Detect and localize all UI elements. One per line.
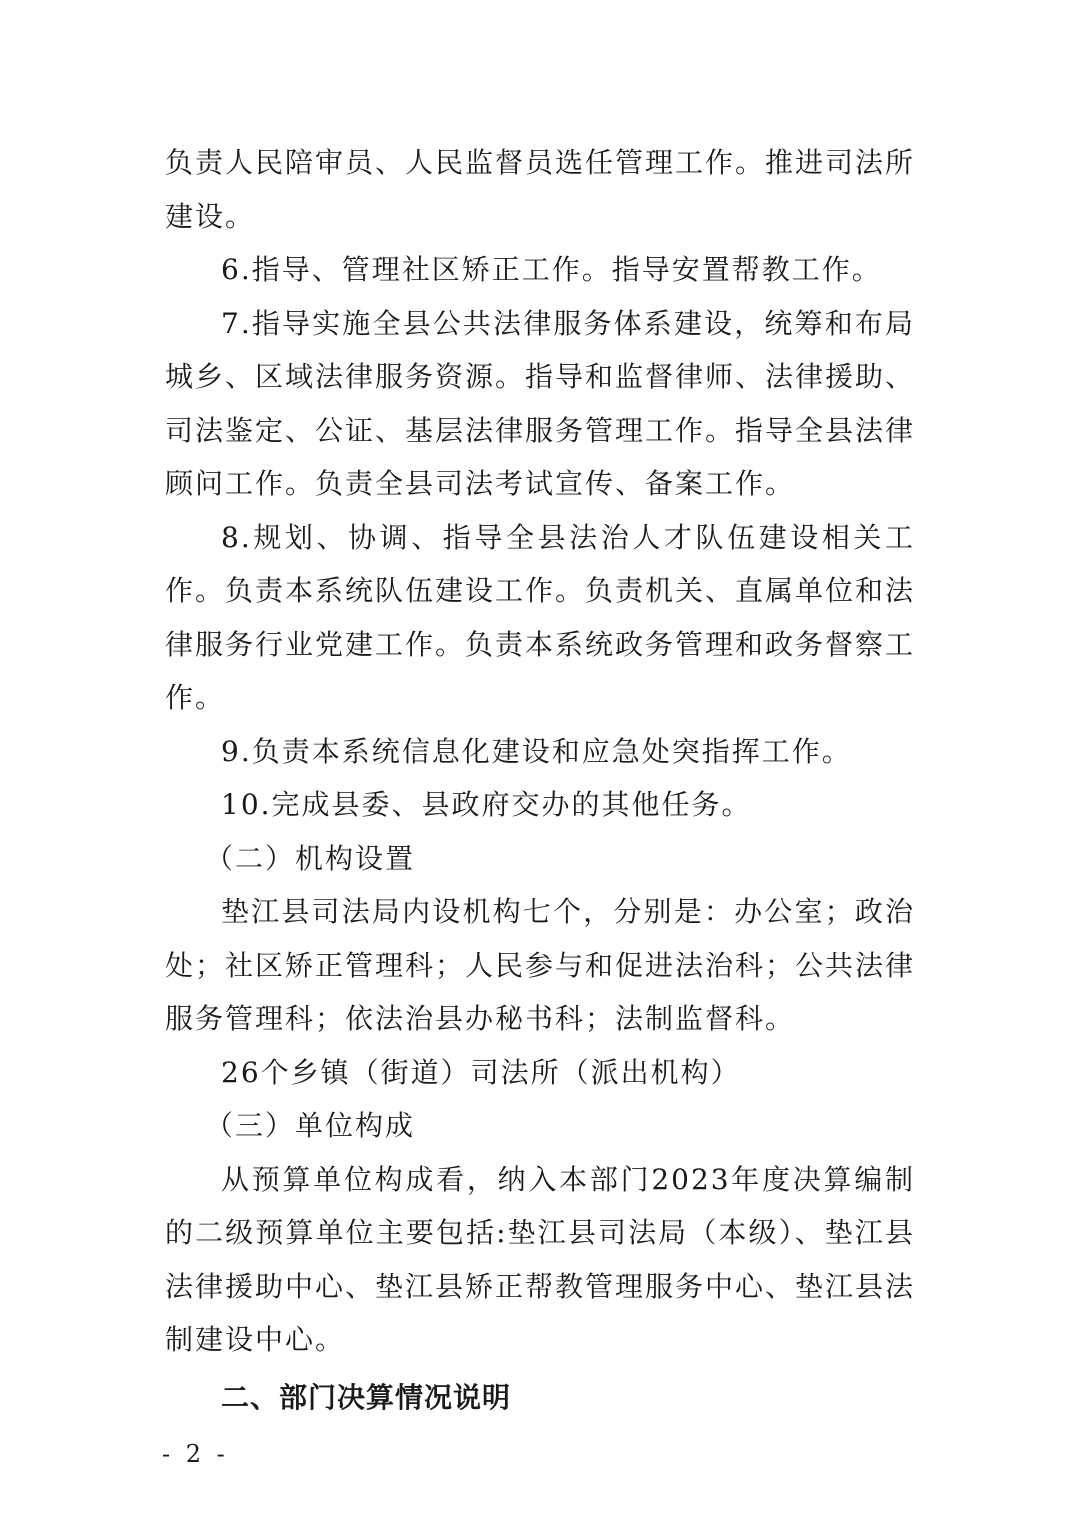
paragraph-duty-10: 10.完成县委、县政府交办的其他任务。 bbox=[221, 788, 752, 821]
page-number: - 2 - bbox=[162, 1440, 229, 1468]
paragraph-duty-8: 8.规划、协调、指导全县法治人才队伍建设相关工作。负责本系统队伍建设工作。负责机关、直属单位和法律服务行业党建工作。负责本系统政务管理和政务督察工作。 bbox=[165, 520, 916, 714]
paragraph-unit-composition: 从预算单位构成看，纳入本部门2023年度决算编制的二级预算单位主要包括:垫江县司法局（本级）、垫江县法律援助中心、垫江县矫正帮教管理服务中心、垫江县法制建设中心。 bbox=[165, 1162, 916, 1356]
section-heading-unit-composition: （三）单位构成 bbox=[205, 1109, 416, 1142]
paragraph-duty-9: 9.负责本系统信息化建设和应急处突指挥工作。 bbox=[221, 734, 852, 768]
paragraph-duties-continued: 负责人民陪审员、人民监督员选任管理工作。推进司法所建设。 bbox=[165, 146, 916, 233]
paragraph-judicial-offices: 26个乡镇（街道）司法所（派出机构） bbox=[221, 1055, 741, 1089]
paragraph-org-structure: 垫江县司法局内设机构七个，分别是：办公室；政治处；社区矫正管理科；人民参与和促进法治科；公共法律服务管理科；依法治县办秘书科；法制监督科。 bbox=[165, 895, 916, 1035]
document-body bbox=[165, 136, 915, 1424]
section-heading-final-accounts: 二、部门决算情况说明 bbox=[221, 1380, 512, 1414]
paragraph-duty-7: 7.指导实施全县公共法律服务体系建设，统筹和布局城乡、区域法律服务资源。指导和监督律师、法律援助、司法鉴定、公证、基层法律服务管理工作。指导全县法律顾问工作。负责全县司法考试宣传、备案工作。 bbox=[165, 306, 916, 500]
section-heading-org-structure: （二）机构设置 bbox=[205, 841, 416, 875]
paragraph-duty-6: 6.指导、管理社区矫正工作。指导安置帮教工作。 bbox=[221, 253, 882, 286]
